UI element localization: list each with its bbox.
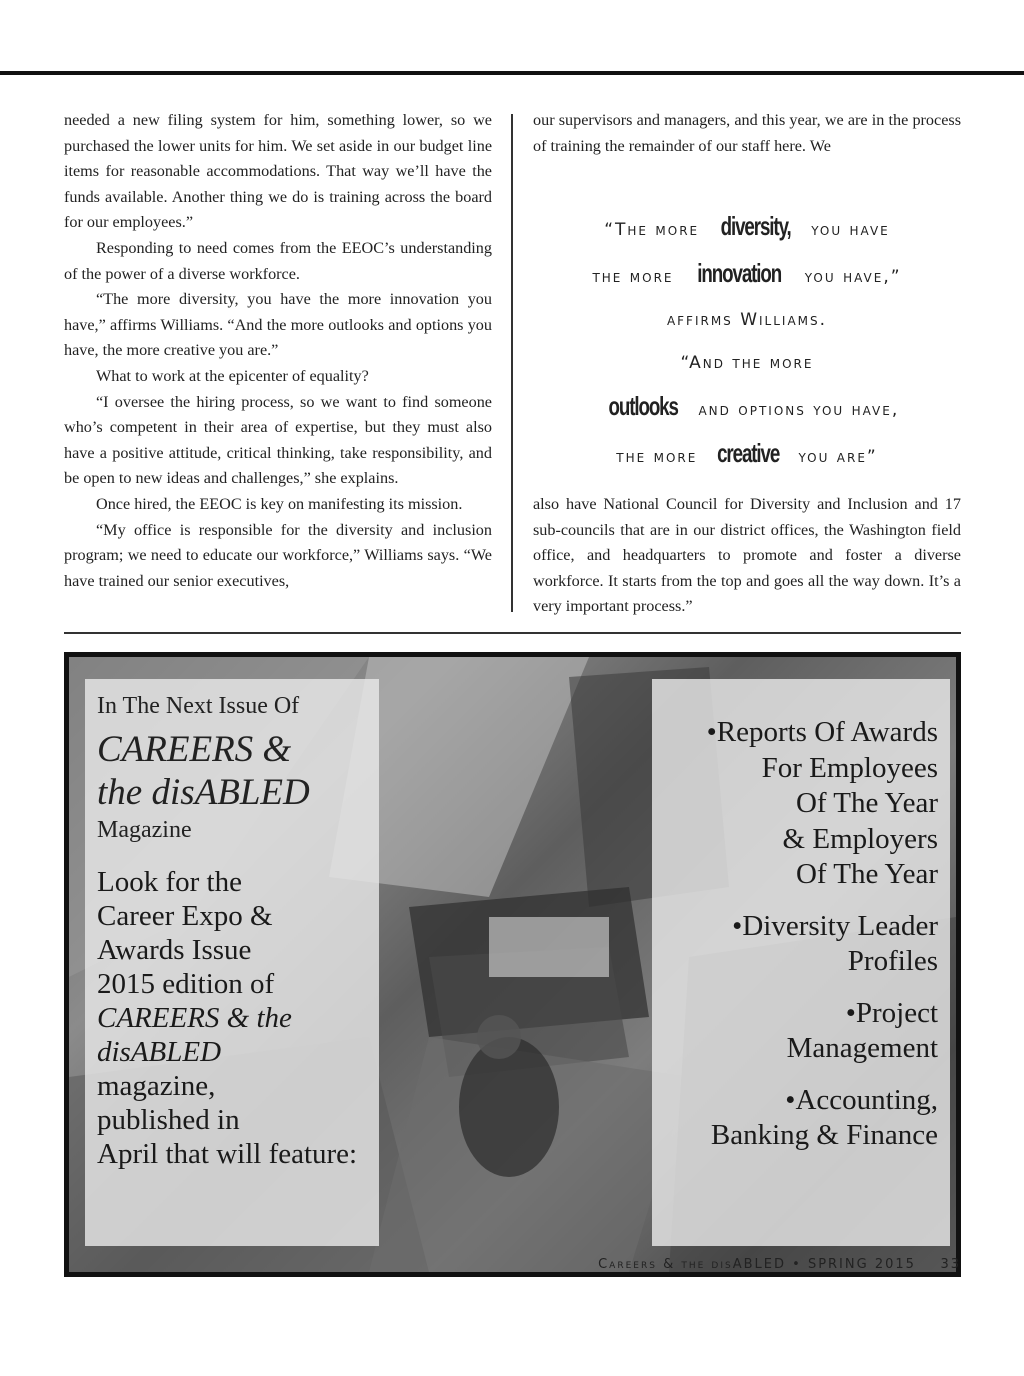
- next-issue-features-panel: [652, 679, 950, 1246]
- feature-item: •Accounting,: [785, 1083, 938, 1116]
- right-article-column-bottom: [533, 492, 961, 620]
- footer-magazine-name: Careers & the disABLED: [598, 1257, 786, 1272]
- magazine-label: Magazine: [97, 817, 192, 843]
- next-issue-intro: In The Next Issue Of: [97, 693, 300, 719]
- feature-item: •Project: [845, 996, 938, 1029]
- paragraph: Once hired, the EEOC is key on manifesting its mission.: [96, 494, 463, 513]
- magazine-title: CAREERS &: [97, 729, 292, 770]
- paragraph: our supervisors and managers, and this year, we are in the process of training the remainder of our staff here. We: [533, 111, 961, 155]
- feature-item: •Diversity Leader: [732, 909, 938, 942]
- section-rule: [64, 632, 961, 634]
- pull-quote: “The more diversity, you have the more innovation you have,” affirms Williams. “And the more outlooks and options you have, the more creative you are”: [592, 211, 902, 468]
- paragraph: needed a new filing system for him, something lower, so we purchased the lower units for him. We set aside in our budget line items for reasonable accommodations. That way we’ll have the funds available. Another thing we do is training across the board for our employees.”: [64, 111, 492, 232]
- page-number: 33: [940, 1257, 961, 1272]
- left-article-column: [64, 108, 492, 594]
- top-rule: [0, 71, 1024, 75]
- paragraph: also have National Council for Diversity and Inclusion and 17 sub-councils that are in our district offices, the Washington field office, and headquarters to promote and foster a diverse workforce. It starts from the top and goes all the way down. It’s a very important process.”: [533, 495, 961, 616]
- footer-issue: SPRING 2015: [807, 1257, 916, 1272]
- paragraph: What to work at the epicenter of equality?: [96, 366, 369, 385]
- next-issue-advertisement: [64, 652, 961, 1277]
- paragraph: “The more diversity, you have the more innovation you have,” affirms Williams. “And the more outlooks and options you have, the more creative you are.”: [64, 290, 492, 360]
- column-divider: [511, 114, 513, 612]
- paragraph: “My office is responsible for the diversity and inclusion program; we need to educate our workforce,” Williams says. “We have trained our senior executives,: [64, 520, 492, 590]
- paragraph: Responding to need comes from the EEOC’s understanding of the power of a diverse workforce.: [64, 238, 492, 283]
- feature-list: •Reports Of Awards For Employees Of The Year & Employers Of The Year •Diversity Leader Profiles •Project Management •Accounting, Banking & Finance: [648, 715, 938, 1154]
- paragraph: “I oversee the hiring process, so we want to find someone who’s competent in their area of expertise, but they must also have a positive attitude, critical thinking, take responsibility, and be open to new ideas and challenges,” she explains.: [64, 392, 492, 488]
- feature-item: •Reports Of Awards: [706, 716, 938, 748]
- page-footer: Careers & the disABLED • SPRING 2015 33: [598, 1257, 961, 1272]
- magazine-title: the disABLED: [97, 772, 310, 813]
- next-issue-left-panel: [85, 679, 379, 1246]
- next-issue-description: Look for the Career Expo & Awards Issue 2015 edition of CAREERS & the disABLED magazine, published in April that will feature:: [97, 866, 358, 1170]
- right-article-column-top: [533, 108, 961, 159]
